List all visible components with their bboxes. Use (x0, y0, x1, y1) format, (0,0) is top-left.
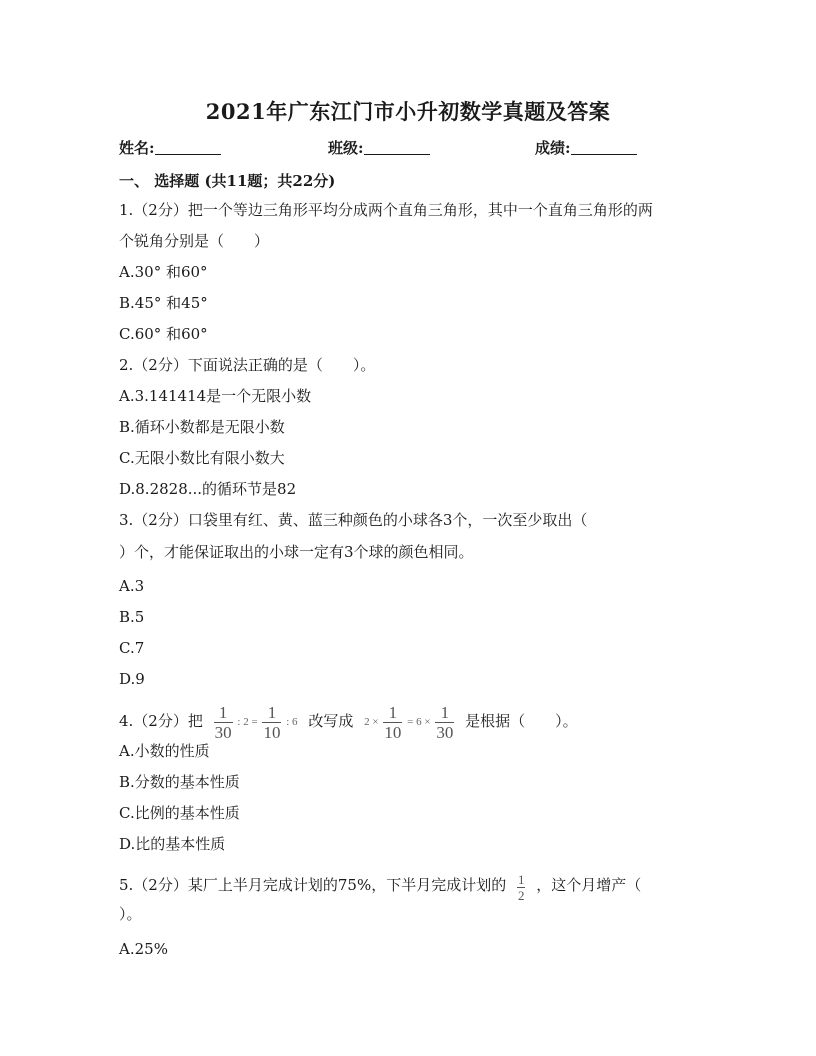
fraction-numerator: 1 (383, 704, 402, 723)
question-4-option-d: D.比的基本性质 (119, 835, 226, 853)
product-middle: = 6 × (407, 716, 431, 729)
fraction-denominator: 30 (214, 722, 232, 742)
question-5-suffix: ，这个月增产（ (536, 876, 642, 894)
ratio-middle: : 2 = (237, 716, 258, 729)
question-4-option-b: B.分数的基本性质 (119, 773, 240, 791)
question-3-option-d: D.9 (119, 670, 145, 688)
fraction-numerator: 1 (214, 704, 233, 723)
score-label: 成绩: (535, 139, 571, 157)
question-1-option-c: C.60° 和60° (119, 325, 208, 343)
question-4-stem (119, 702, 578, 742)
question-2-stem: 2.（2分）下面说法正确的是（ ）。 (119, 356, 376, 374)
score-field (535, 137, 637, 158)
score-blank (571, 139, 637, 155)
class-label: 班级: (328, 139, 364, 157)
fraction-denominator: 10 (263, 722, 281, 742)
question-4-option-a: A.小数的性质 (119, 742, 210, 760)
question-1-option-a: A.30° 和60° (119, 263, 208, 281)
question-3-stem-line1: 3.（2分）口袋里有红、黄、蓝三种颜色的小球各3个，一次至少取出（ (119, 511, 588, 529)
fraction-numerator: 1 (262, 704, 281, 723)
name-label: 姓名: (119, 139, 155, 157)
formula-product (364, 703, 454, 741)
fraction-denominator: 10 (384, 722, 402, 742)
fraction-denominator: 2 (517, 887, 525, 903)
document-title: 2021年广东江门市小升初数学真题及答案 (205, 99, 611, 124)
section-heading: 一、 选择题 (共11题；共22分) (119, 172, 336, 190)
fraction-denominator: 30 (436, 722, 454, 742)
question-4-prefix: 4.（2分）把 (119, 712, 203, 730)
question-1-stem-line1: 1.（2分）把一个等边三角形平均分成两个直角三角形，其中一个直角三角形的两 (119, 201, 653, 219)
ratio-end: : 6 (286, 716, 298, 729)
question-1-stem-line2: 个锐角分别是（ ） (119, 232, 270, 250)
question-5-stem-line2: ）。 (119, 905, 142, 923)
fraction-numerator: 1 (517, 871, 525, 887)
question-2-option-c: C.无限小数比有限小数大 (119, 449, 285, 467)
question-4-mid: 改写成 (308, 712, 354, 730)
question-3-option-c: C.7 (119, 639, 145, 657)
question-5-prefix: 5.（2分）某厂上半月完成计划的75%，下半月完成计划的 (119, 876, 507, 894)
question-4-suffix: 是根据（ ）。 (465, 712, 578, 730)
question-5-stem-line1 (119, 867, 641, 903)
fraction-1-2 (517, 873, 526, 902)
question-3-option-b: B.5 (119, 608, 145, 626)
question-2-option-b: B.循环小数都是无限小数 (119, 418, 285, 436)
question-2-option-a: A.3.141414是一个无限小数 (119, 387, 312, 405)
fraction-1-30 (214, 704, 233, 741)
name-blank (155, 139, 221, 155)
question-4-option-c: C.比例的基本性质 (119, 804, 240, 822)
question-3-stem-line2: ）个，才能保证取出的小球一定有3个球的颜色相同。 (119, 543, 474, 561)
question-3-option-a: A.3 (119, 577, 145, 595)
formula-ratio (214, 703, 298, 741)
class-blank (364, 139, 430, 155)
product-prefix: 2 × (364, 716, 379, 729)
fraction-1-10 (262, 704, 281, 741)
fraction-numerator: 1 (435, 704, 454, 723)
question-5-option-a: A.25% (119, 940, 168, 958)
question-1-option-b: B.45° 和45° (119, 294, 208, 312)
name-field (119, 137, 221, 158)
student-info-row (119, 137, 679, 159)
fraction-1-10 (383, 704, 402, 741)
question-2-option-d: D.8.2828...的循环节是82 (119, 480, 297, 498)
fraction-1-30 (435, 704, 454, 741)
formula-half (517, 868, 526, 904)
class-field (328, 137, 430, 158)
